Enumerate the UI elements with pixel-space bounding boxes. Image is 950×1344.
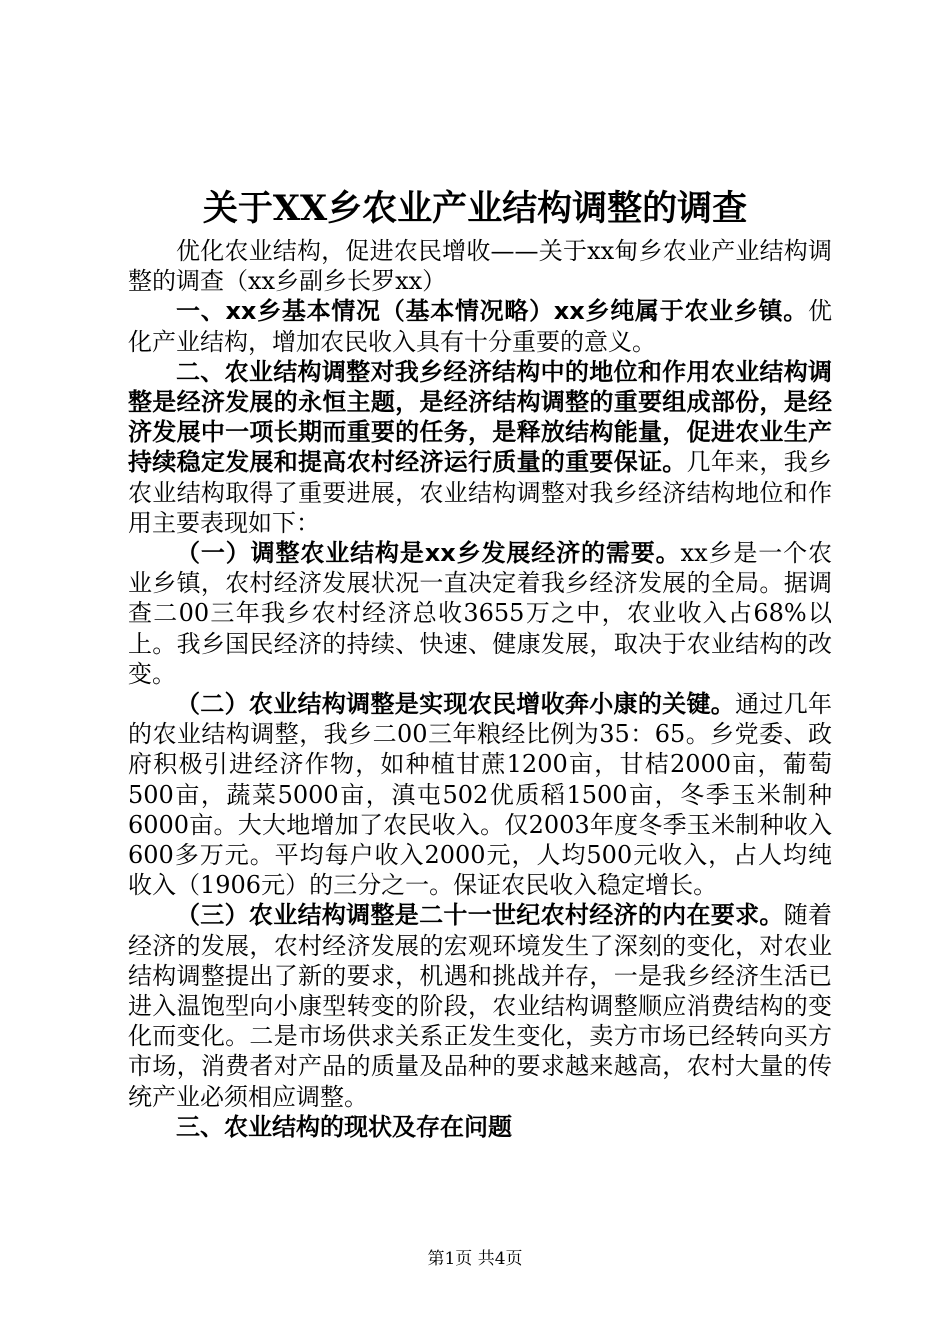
point-3-paragraph [128, 900, 832, 1111]
section-3-paragraph [128, 1112, 832, 1142]
page-footer: 第1页 共4页 [427, 1249, 523, 1269]
section-2-heading: 二、农业结构调整对我乡经济结构中的地位和作用农业结构调整是经济发展的永恒主题，是经济结构调整的重要组成部份，是经济发展中一项长期而重要的任务，是释放结构能量，促进农业生产持续稳定发展和提高农村经济运行质量的重要保证。 [128, 357, 832, 477]
section-3-heading: 三、农业结构的现状及存在问题 [176, 1112, 512, 1141]
document-body [128, 236, 832, 1142]
section-2-paragraph [128, 357, 832, 538]
point-1-heading: （一）调整农业结构是xx乡发展经济的需要。 [176, 539, 681, 568]
intro-paragraph: 优化农业结构，促进农民增收——关于xx甸乡农业产业结构调整的调查（xx乡副乡长罗xx） [128, 237, 832, 296]
section-1-heading: 一、xx乡基本情况（基本情况略）xx乡纯属于农业乡镇。 [176, 297, 808, 326]
point-2-text: 通过几年的农业结构调整，我乡二00三年粮经比例为35：65。乡党委、政府积极引进经济作物，如种植甘蔗1200亩，甘桔2000亩，葡萄500亩，蔬菜5000亩，滇屯502优质稻1500亩，冬季玉米制种6000亩。大大地增加了农民收入。仅2003年度冬季玉米制种收入600多万元。平均每户收入2000元，人均500元收入，占人均纯收入（1906元）的三分之一。保证农民收入稳定增长。 [128, 690, 833, 900]
section-2-text: 几年来，我乡农业结构取得了重要进展，农业结构调整对我乡经济结构地位和作用主要表现如下： [128, 448, 833, 537]
point-2-paragraph [128, 689, 832, 900]
section-1-text: 优化产业结构，增加农民收入具有十分重要的意义。 [128, 297, 832, 356]
point-1-paragraph [128, 538, 832, 689]
document-title: 关于XX乡农业产业结构调整的调查 [202, 188, 748, 229]
point-3-heading: （三）农业结构调整是二十一世纪农村经济的内在要求。 [176, 901, 784, 930]
point-1-text: xx乡是一个农业乡镇，农村经济发展状况一直决定着我乡经济发展的全局。据调查二00三年我乡农村经济总收3655万之中，农业收入占68%以上。我乡国民经济的持续、快速、健康发展，取决于农业结构的改变。 [128, 539, 832, 688]
section-1-paragraph [128, 296, 832, 356]
point-2-heading: （二）农业结构调整是实现农民增收奔小康的关键。 [176, 690, 736, 719]
point-3-text: 随着经济的发展，农村经济发展的宏观环境发生了深刻的变化，对农业结构调整提出了新的要求，机遇和挑战并存，一是我乡经济生活已进入温饱型向小康型转变的阶段，农业结构调整顺应消费结构的变化而变化。二是市场供求关系正发生变化，卖方市场已经转向买方市场，消费者对产品的质量及品种的要求越来越高，农村大量的传统产业必须相应调整。 [128, 901, 833, 1111]
